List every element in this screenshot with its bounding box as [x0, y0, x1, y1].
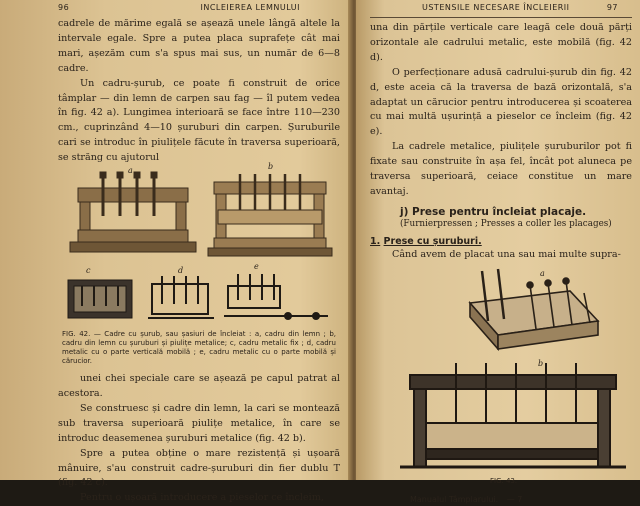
- left-paragraph-3: unei chei speciale care se așează pe capul patrat al acestora.: [58, 373, 340, 399]
- figure-label-d: d: [178, 266, 184, 276]
- left-running-title: INCLEIEREA LEMNULUI: [200, 3, 300, 12]
- subsection-number: 1.: [370, 235, 381, 247]
- figure-42-bottom: [58, 262, 340, 328]
- veneer-press-a-drawing: [470, 269, 598, 349]
- left-running-head: [58, 0, 340, 17]
- left-paragraph-1: cadrele de mărime egală se așează unele lângă altele la intervale egale. Spre a putea placa suprafețe cât mai mari, așezăm cum s'a spus mai sus, un număr de 6—8 cadre.: [58, 18, 340, 74]
- figure-43: [370, 263, 632, 493]
- figure-label-b: b: [268, 162, 274, 172]
- figure-label-c: c: [86, 266, 91, 276]
- section-subtitle: (Furnierpressen ; Presses a coller les placages): [400, 218, 612, 229]
- right-paragraph-1: una din părțile verticale care leagă cele două părți orizontale ale cadrului metalic, este mobilă (fig. 42 d).: [370, 22, 632, 63]
- figure-label-b-right: b: [538, 358, 544, 368]
- metal-frame-illustrations-cde: [58, 266, 340, 328]
- subsection-heading: [370, 236, 632, 247]
- right-paragraph-4: Când avem de placat una sau mai multe supra-: [392, 248, 621, 260]
- figure-43-caption: FIG. 43.: [490, 476, 518, 485]
- right-paragraph-3: La cadrele metalice, piulițele șuruburilor pot fi fixate sau construite în așa fel, încât pot aluneca pe traversa superioară, ceiace constitue un mare avantaj.: [370, 141, 632, 197]
- left-page-number: 96: [58, 3, 70, 12]
- figure-label-a-right: a: [540, 268, 545, 278]
- left-paragraph-6: Pentru o ușoară introducere a pieselor ce încleim,: [80, 492, 324, 504]
- left-paragraph-2: Un cadru-șurub, ce poate fi construit de orice tâmplar — din lemn de carpen sau fag — îl putem vedea în fig. 42 a). Lungimea interioară se face între 110—230 cm., cuprinzând 4—10 șuruburi din carpen. Șuruburile cari se introduc în piulițele făcute în traversa superioară, se străng cu ajutorul: [58, 77, 340, 164]
- wooden-frame-b-drawing: [208, 174, 332, 256]
- right-running-title: USTENSILE NECESARE ÎNCLEIERII: [422, 3, 570, 12]
- section-heading: j) Prese pentru încleiat placaje.: [400, 205, 587, 218]
- right-paragraph-2: O perfecționare adusă cadrului-șurub din fig. 42 d, este aceia că la traversa de bază orizontală, s'a adaptat un cărucior pentru introducerea și scoaterea cu mai multă ușurință a pieselor ce încleim (fig. 42 e).: [370, 66, 632, 138]
- footer-signature-mark: — 7: [506, 494, 523, 504]
- figure-label-e: e: [254, 262, 259, 272]
- screw-frame-illustrations-ab: [58, 166, 340, 266]
- right-page-number: 97: [606, 3, 618, 12]
- right-page: [356, 0, 640, 504]
- figure-label-a: a: [128, 166, 133, 176]
- veneer-press-b-drawing: [400, 363, 626, 467]
- left-paragraph-4: Se construesc și cadre din lemn, la cari se montează sub traversa superioară piulițe metalice, în care se introduc deasemenea șuruburi metalice (fig. 42 b).: [58, 402, 340, 444]
- wooden-frame-a-drawing: [70, 172, 196, 252]
- figure-42-top: [58, 162, 340, 266]
- metal-frame-d-drawing: [148, 276, 214, 318]
- page-footer: [370, 495, 632, 504]
- footer-book-title: Manualul Tâmplarului.: [410, 494, 499, 504]
- right-running-head: [370, 0, 632, 18]
- subsection-title: Prese cu șuruburi.: [383, 235, 482, 247]
- veneer-press-illustrations: [370, 263, 632, 478]
- metal-frame-e-drawing: [224, 274, 328, 319]
- left-paragraph-5: Spre a putea obține o mare rezistență și ușoară mânuire, s'au construit cadre-șuruburi din fier dublu T (fig. 42 c).: [58, 447, 340, 489]
- metal-frame-c-drawing: [68, 280, 132, 318]
- figure-42-caption: FIG. 42. — Cadre cu șurub, sau șasiuri de încleiat : a, cadru din lemn ; b, cadru din lemn cu șuruburi și piulițe metalice; c, cadru metalic fix ; d, cadru metalic cu o parte verticală mobilă ; e, cadru metalic cu o parte mobilă și cărucior.: [62, 330, 336, 366]
